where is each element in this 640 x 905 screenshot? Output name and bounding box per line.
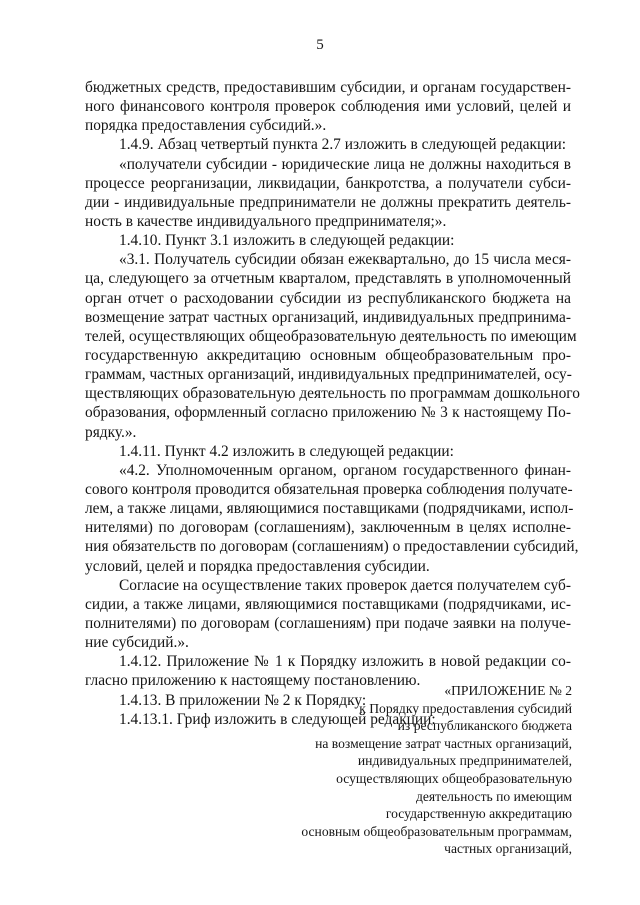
- text-line: 1.4.9. Абзац четвертый пункта 2.7 изложить в следующей редакции:: [119, 136, 566, 154]
- body-text: [85, 78, 580, 729]
- text-line: дии - индивидуальные предприниматели не должны прекратить деятель-: [85, 193, 571, 211]
- text-line: 1.4.11. Пункт 4.2 изложить в следующей редакции:: [119, 442, 454, 460]
- grif-line: осуществляющих общеобразовательную: [336, 770, 572, 786]
- text-line: ние субсидий.».: [85, 634, 189, 652]
- text-line: государственную аккредитацию основным общеобразовательным про-: [85, 346, 571, 364]
- text-line: 1.4.13.1. Гриф изложить в следующей редакции:: [119, 710, 436, 728]
- grif-line: государственную аккредитацию: [385, 806, 572, 822]
- grif-line: из республиканского бюджета: [397, 718, 572, 734]
- text-line: рядку.».: [85, 423, 137, 441]
- grif-line: частных организаций,: [444, 841, 572, 857]
- text-line: орган отчет о расходовании субсидии из республиканского бюджета на: [85, 289, 571, 307]
- text-line: ного финансового контроля проверок соблюдения ими условий, целей и: [85, 98, 571, 116]
- grif-line: основным общеобразовательным программам,: [301, 823, 572, 839]
- grif-line: к Порядку предоставления субсидий: [359, 700, 572, 716]
- text-line: «3.1. Получатель субсидии обязан ежеквартально, до 15 числа меся-: [119, 251, 571, 269]
- text-line: ность в качестве индивидуального предпринимателя;».: [85, 212, 447, 230]
- text-line: Согласие на осуществление таких проверок дается получателем суб-: [119, 576, 571, 594]
- text-line: гласно приложению к настоящему постановлению.: [85, 672, 421, 690]
- grif-line: деятельность по имеющим: [415, 788, 572, 804]
- text-line: бюджетных средств, предоставившим субсидии, и органам государствен-: [85, 79, 571, 96]
- grif-line: на возмещение затрат частных организаций,: [315, 735, 572, 751]
- text-line: «4.2. Уполномоченным органом, органом государственного финан-: [119, 461, 571, 479]
- page-number: 5: [316, 37, 324, 53]
- text-line: сового контроля проводится обязательная проверка соблюдения получате-: [85, 480, 573, 498]
- text-line: нителями) по договорам (соглашениям), заключенным в целях исполне-: [85, 519, 571, 537]
- text-line: ца, следующего за отчетным кварталом, представлять в уполномоченный: [85, 270, 571, 288]
- grif-line: индивидуальных предпринимателей,: [357, 753, 572, 769]
- text-line: «получатели субсидии - юридические лица не должны находиться в: [119, 155, 571, 173]
- text-line: условий, целей и порядка предоставления субсидии.: [85, 557, 430, 575]
- text-line: возмещение затрат частных организаций, индивидуальных предпринима-: [85, 308, 571, 326]
- text-line: сидии, а также лицами, являющимися поставщиками (подрядчиками, ис-: [85, 595, 571, 613]
- text-line: порядка предоставления субсидий.».: [85, 117, 327, 135]
- text-line: ществляющих образовательную деятельность по программам дошкольного: [85, 385, 580, 403]
- text-line: образования, оформленный согласно приложению № 3 к настоящему По-: [85, 404, 571, 422]
- text-line: 1.4.13. В приложении № 2 к Порядку:: [119, 691, 367, 709]
- grif-line: «ПРИЛОЖЕНИЕ № 2: [444, 683, 572, 698]
- text-line: ния обязательств по договорам (соглашениям) о предоставлении субсидий,: [85, 538, 579, 556]
- text-line: процессе реорганизации, ликвидации, банкротства, а получатели субси-: [85, 174, 571, 192]
- text-line: 1.4.12. Приложение № 1 к Порядку изложить в новой редакции со-: [119, 653, 571, 671]
- text-line: граммам, частных организаций, индивидуальных предпринимателей, осу-: [85, 366, 572, 384]
- text-line: 1.4.10. Пункт 3.1 изложить в следующей редакции:: [119, 232, 455, 250]
- appendix-grif: [280, 682, 572, 858]
- text-line: телей, осуществляющих общеобразовательную деятельность по имеющим: [85, 327, 577, 345]
- text-line: лем, а также лицами, являющимися поставщиками (подрядчиками, испол-: [85, 500, 574, 518]
- text-line: полнителями) по договорам (соглашениям) при подаче заявки на получе-: [85, 614, 571, 632]
